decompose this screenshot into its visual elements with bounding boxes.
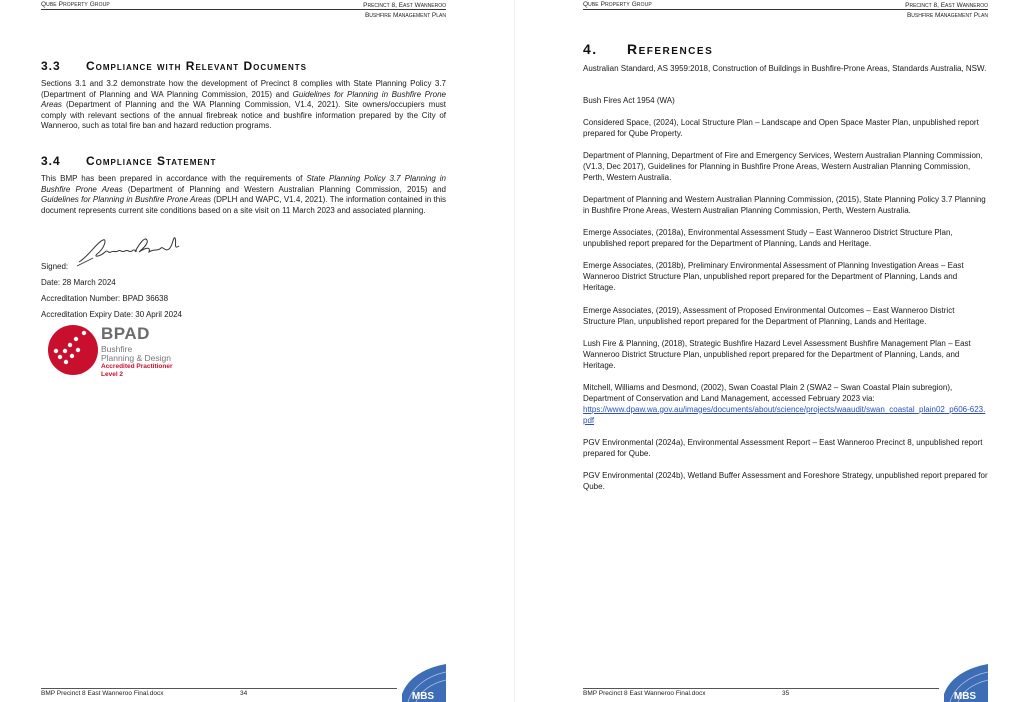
header-rule — [41, 9, 446, 10]
para-italic-1: State Planning Policy 3.7 Planning in Bushfire Prone Areas — [41, 174, 446, 194]
para-text-end: (Department of Planning and the WA Planning Commission, V1.4, 2021). Site owners/occupiers must comply with relevant sections of the annual firebreak notice and bushfire information prepared by the City of Wanneroo, such as total fire ban and hazard reduction programs. — [41, 100, 446, 131]
section-number: 3.4 — [41, 154, 61, 168]
reference-item: Emerge Associates, (2019), Assessment of Proposed Environmental Outcomes – East Wanneroo District Structure Plan, unpublished report prepared for the Department of Planning, Lands and Heritage. — [583, 306, 955, 326]
footer-document-name: BMP Precinct 8 East Wanneroo Final.docx — [583, 690, 706, 697]
reference-item: Australian Standard, AS 3959:2018, Construction of Buildings in Bushfire-Prone Areas, Standards Australia, NSW. — [583, 64, 987, 73]
footer-rule — [583, 688, 939, 689]
section-number: 4. — [583, 41, 598, 57]
accreditation-expiry: Accreditation Expiry Date: 30 April 2024 — [41, 310, 182, 319]
footer-page-number: 35 — [782, 690, 790, 697]
section-3-4-paragraph — [41, 174, 446, 216]
section-number: 3.3 — [41, 59, 61, 73]
para-text-mid: (Department of Planning and Western Australian Planning Commission, 2015) and — [122, 184, 446, 194]
section-3-3-heading — [41, 59, 307, 73]
reference-item: Considered Space, (2024), Local Structure Plan – Landscape and Open Space Master Plan, unpublished report prepared for Qube Property. — [583, 118, 979, 138]
section-title: Compliance Statement — [86, 154, 217, 168]
para-text: This BMP has been prepared in accordance with the requirements of — [41, 174, 307, 183]
para-text: Sections 3.1 and 3.2 demonstrate how the development of Precinct 8 complies with State Planning Policy 3.7 (Department of Planning and WA Planning Commission, 2015) and — [41, 79, 446, 99]
para-text-end: (DPLH and WAPC, V1.4, 2021). The information contained in this document represents current site conditions based on a site visit on 11 March 2023 and associated planning. — [41, 195, 447, 215]
page-35 — [515, 0, 1029, 702]
header-project-line2: Bushfire Management Plan — [906, 12, 988, 19]
bpad-logo — [46, 323, 196, 383]
reference-link[interactable]: https://www.dpaw.wa.gov.au/images/documents/about/science/projects/waaudit/swan_coastal_plain02_p606-623.pdf — [583, 404, 986, 425]
section-3-3-paragraph — [41, 79, 446, 132]
reference-item: PGV Environmental (2024a), Environmental Assessment Report – East Wanneroo Precinct 8, unpublished report prepared for Qube. — [583, 438, 983, 458]
reference-item: Emerge Associates, (2018b), Preliminary Environmental Assessment of Planning Investigation Areas – East Wanneroo District Structure Plan, unpublished report prepared for the Department of Planning, Lands and Heritage. — [583, 261, 964, 292]
bpad-logo-title: BPAD — [101, 324, 150, 343]
bpad-logo-icon — [46, 323, 100, 377]
header-project — [905, 1, 988, 21]
section-3-4-heading — [41, 154, 216, 168]
header-company: Qube Property Group — [41, 1, 110, 8]
header-project-line1: Precinct 8, East Wanneroo — [905, 2, 988, 9]
reference-item: Bush Fires Act 1954 (WA) — [583, 96, 675, 105]
bpad-logo-line4: Level 2 — [101, 371, 124, 378]
para-italic-2: Guidelines for Planning in Bushfire Prone Areas — [41, 195, 212, 205]
para-italic: Guidelines for Planning in Bushfire Prone Areas — [41, 89, 446, 110]
footer-document-name: BMP Precinct 8 East Wanneroo Final.docx — [41, 690, 164, 697]
reference-item: PGV Environmental (2024b), Wetland Buffer Assessment and Foreshore Strategy, unpublished report prepared for Qube. — [583, 471, 988, 491]
footer-rule — [41, 688, 397, 689]
signed-label: Signed: — [41, 262, 69, 271]
header-project-line1: Precinct 8, East Wanneroo — [363, 2, 446, 9]
header-rule — [583, 9, 988, 10]
reference-item: Emerge Associates, (2018a), Environmental Assessment Study – East Wanneroo District Structure Plan, unpublished report prepared for the Department of Planning, Lands and Heritage. — [583, 228, 953, 248]
mbs-logo-text: MBS — [411, 691, 435, 702]
mbs-logo — [402, 664, 446, 702]
footer-page-number: 34 — [240, 690, 248, 697]
signed-date: Date: 28 March 2024 — [41, 278, 116, 287]
mbs-logo — [944, 664, 988, 702]
section-title: Compliance with Relevant Documents — [86, 59, 307, 73]
bpad-logo-line2: Planning & Design — [101, 353, 171, 363]
bpad-logo-line1: Bushfire — [101, 344, 133, 354]
reference-item: Lush Fire & Planning, (2018), Strategic Bushfire Hazard Level Assessment Bushfire Management Plan – East Wanneroo District Structure Plan, unpublished report prepared for the Department of Planning, Lands, and Heritage. — [583, 339, 971, 370]
section-4-heading — [583, 41, 713, 57]
header-project-line2: Bushfire Management Plan — [364, 12, 446, 19]
mbs-logo-text: MBS — [953, 691, 977, 702]
reference-item: Department of Planning and Western Australian Planning Commission, (2015), State Planning Policy 3.7 Planning in Bushfire Prone Areas, Western Australian Planning Commission, Perth, Western Australia. — [583, 195, 986, 215]
header-project — [363, 1, 446, 21]
section-title: References — [627, 41, 714, 57]
signature-image — [75, 232, 185, 268]
reference-text: Mitchell, Williams and Desmond, (2002), Swan Coastal Plain 2 (SWA2 – Swan Coastal Plain subregion), Department of Conservation and Land Management, accessed February 2023 via: — [583, 383, 953, 403]
reference-item: Department of Planning, Department of Fire and Emergency Services, Western Australian Planning Commission, (V1.3, Dec 2017), Guidelines for Planning in Bushfire Prone Areas, Western Australian Planning Commission, Perth, Western Australia. — [583, 151, 983, 182]
reference-item-with-link — [583, 383, 988, 427]
accreditation-number: Accreditation Number: BPAD 36638 — [41, 294, 169, 303]
page-34 — [0, 0, 514, 702]
header-company: Qube Property Group — [583, 1, 652, 8]
bpad-logo-line3: Accredited Practitioner — [101, 363, 173, 370]
